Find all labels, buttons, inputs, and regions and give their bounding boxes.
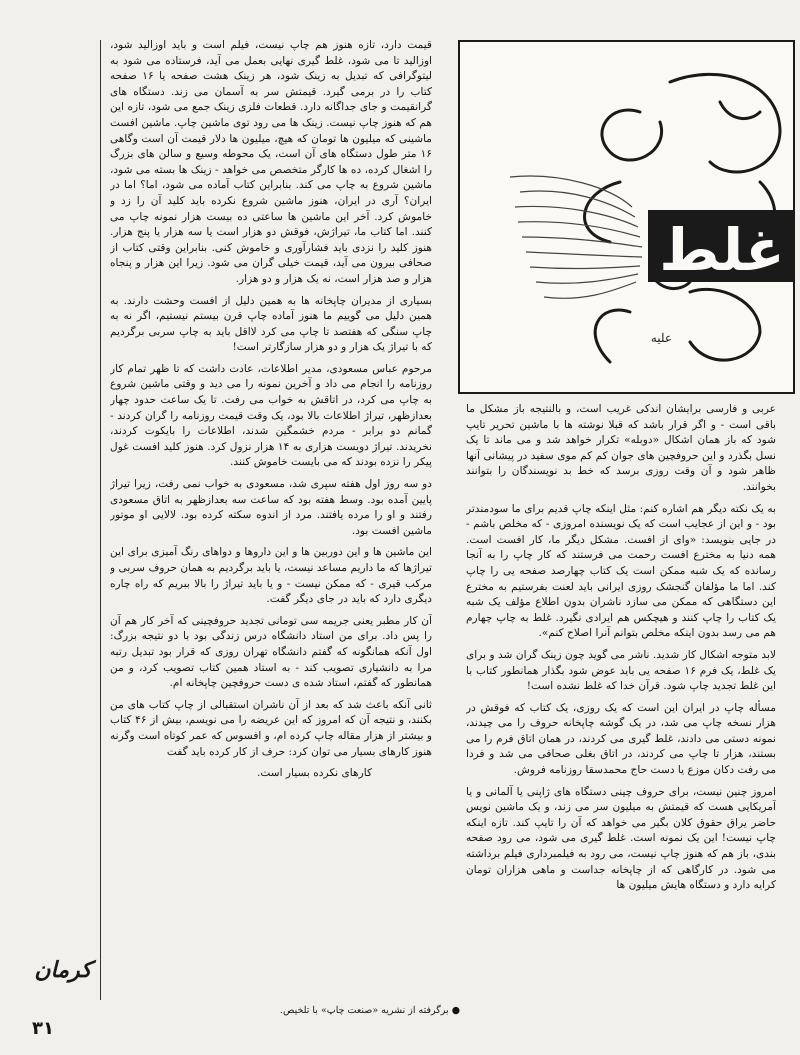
paragraph: این ماشین ها و این دوربین ها و این داروها و دواهای رنگ آمیزی برای این تیراژها که ما داریم مساعد نیست، یا باید برگردیم به همان حروف سربی و مرکب قیری - که ممکن نیست - و یا باید تیراژ را بالا ببریم که راه چاره دیگری دارد که باید در جای دیگر گفت.	[110, 546, 432, 606]
paragraph: مرحوم عباس مسعودی، مدیر اطلاعات، عادت داشت که تا ظهر تمام کار روزنامه را انجام می داد و آخرین نمونه را می دید و وقتی ماشین شروع به چاپ می کرد، در اتاقش به خواب می رفت. تا یک ساعت حدود چهار بعدازظهر، تیراژ اطلاعات بالا بود، یک وقت قیمت روزنامه را گران کردند - گمانم دو برابر - مردم خشمگین شدند، اطلاعات را بایکوت کردند، نخریدند. تیراژ دویست هزاری به ۱۴ هزار نزول کرد. هنوز کلید افست غول پیکر را نزده بودند که می بایست خاموش کنند.	[110, 362, 432, 469]
paragraph: آن کار مطبر یعنی جریمه سی تومانی تجدید حروفچینی که آخر کار هم آن را پس داد. برای من استاد دانشگاه درس زندگی بود با دو نتیجه بزرگ: اول آنکه همانگونه که گفتم دانشگاه تهران روزی که قرار بود تبدیل رتبه مرا به دانشیاری تصویب کند - به استاد همین کتاب تصویب کرد، و من همانطور که گفتم، استاد شده ی دست حروفچین چاپخانه ام.	[110, 614, 432, 690]
paragraph: امروز چنین نیست، برای حروف چینی دستگاه های ژاپنی یا آلمانی و یا آمریکایی هست که قیمتش به میلیون سر می زند، و یک ماشین نویس حاضر یراق حقوق کلان بگیر می خواهد که آن را تایپ کند. تازه اینکه چاپ نیست! این یک نمونه است. غلط گیری می شود، می رود صفحه بندی، باز هم که هنوز چاپ نیست، می رود به فیلمبرداری فیلم برداشته می شود. در کارگاهی که از چاپخانه جداست و ماهی هزاران تومان کرایه دارد و دستگاه هایش میلیون ها	[466, 785, 776, 892]
calligraphy-illustration	[460, 42, 793, 392]
calligraphy-artwork	[458, 40, 795, 394]
paragraph: دو سه روز اول هفته سپری شد، مسعودی به خواب نمی رفت، زیرا تیراژ پایین آمده بود. وسط هفته بود که ساعت سه بعدازظهر به اتاق مسعودی رفتند و او را مرده یافتند. مرد از اندوه سکته کرده بود. لالایی او موتور ماشین افست بود.	[110, 478, 432, 537]
paragraph: ثانی آنکه باعث شد که بعد از آن ناشران استقبالی از چاپ کتاب های من بکنند، و نتیجه آن که امروز که این عریضه را می نویسم، بیش از ۴۶ کتاب و بیشتر از هزار مقاله چاپ کرده ام، و افسوس که عمر کوتاه است وگرنه هنوز کارهای بسیار می توان کرد: حرف از کار کرده باید گفت	[110, 698, 432, 758]
paragraph: به یک نکته دیگر هم اشاره کنم: مثل اینکه چاپ قدیم برای ما سودمندتر بود - و این از عجایب است که یک نویسنده امروزی - که مخلص باشم - در جایی بنویسد: «وای از افست. مشکل دیگر ما، کار افست است. همه دنیا به مخترع افست رحمت می فرستند که کار چاپ را به آنجا رسانده که یک شبه ممکن است یک کتاب چهارصد صفحه یی را چاپ کند. اما ما مؤلفان گنجشک روزی ایرانی باید لعنت بفرستیم به مخترع این دستگاهی که ممکن می سازد ناشران بدون اطلاع مؤلف یک شبه یک کتاب را چاپ کنند و هیچکس هم ایرادی نگیرد. غلط به چاپ چهارم هم می رسد بدون اینکه مخلص بتوانم آنرا اصلاح کنم».	[466, 502, 776, 640]
article-column-right	[466, 402, 776, 1002]
artist-signature: علیه	[650, 331, 672, 345]
page-number: ۳۱	[32, 1018, 54, 1039]
verse-line: کارهای نکرده بسیار است.	[256, 767, 372, 780]
paragraph: قیمت دارد، تازه هنوز هم چاپ نیست، فیلم است و باید اوزالید شود، اوزالید تا می شود، غلط گیری نهایی بعمل می آید، فرستاده می شود به لیتوگرافی که تبدیل به زینک شود، هر زینک هشت صفحه یا ۱۶ صفحه کتاب را در برمی گیرد. قیمتش سر به آسمان می زند. دستگاه های گرانقیمت و جای جداگانه دارد. قطعات فلزی زینک جمع می شود، تازه این هم که هنوز چاپ نیست. زینک ها می رود توی ماشین چاپ. ماشین افست ماشینی که میلیون ها تومان که هیچ، میلیون ها دلار قیمت آن است وگاهی ۱۶ متر طول دستگاه های آن است، یک محوطه وسیع و سالن های بزرگ را اشغال کرده، ده ها کارگر متخصص می خواهد - زینک ها بسته می شود، ماشین شروع به چاپ می کند. بنابراین کتاب آماده می شود، اما؟ اما در ایران؟ آری در ایران، هنوز ماشین شروع نکرده باید کلید آن را زد و خاموش کرد. آخر این ماشین ها ساعتی ده بیست هزار نمونه چاپ می کنند. اما کتاب ما، تیراژش، فوقش دو هزار است یا سه هزار یا پنج هزار. هنوز کلید را نزدی باید فشارآوری و خاموش کنی. بنابراین وقتی کتاب از صحافی بیرون می آید، قیمت خیلی گران می شود. زیرا این هزار و پنجاه هزار و صد هزار است، نه یک هزار و دو هزار.	[110, 39, 432, 285]
article-column-middle	[110, 38, 432, 998]
logo-text: کرمان	[34, 957, 92, 983]
column-divider	[100, 40, 101, 1000]
paragraph: مسأله چاپ در ایران این است که یک روزی، یک کتاب که فوقش در هزار نسخه چاپ می شد، در یک گوشه چاپخانه حروف را می چیدند، نمونه دستی می دادند، غلط گیری می کردند، در همان اتاق فرم را می بستند، هزار تا چاپ می کردند، در اتاق بغلی صحافی می شد و فردا می رفت دکان موزع یا دست حاج محمدسقا روزنامه فروش.	[466, 701, 776, 777]
footnote: ● برگرفته از نشریه «صنعت چاپ» با تلخیص.	[279, 1005, 460, 1016]
kerman-logo	[28, 935, 98, 1005]
paragraph: بسیاری از مدیران چاپخانه ها به همین دلیل از افست وحشت دارند. به همین دلیل می گوییم ما هنوز آماده چاپ قرن بیستم نیستیم، اگر نه به چاپ سنگی که هفتصد تا چاپ می کرد لااقل باید به چاپ سربی برگردیم که با تیراژ یک هزار و دو هزار سازگارتر است!	[110, 294, 432, 354]
paragraph: عربی و فارسی برایشان اندکی غریب است، و بالنتیجه باز مشکل ما باقی است - و اگر قرار باشد که قبلا نوشته ها با ماشین تحریر تایپ شود که باز همان اشکال «دوبله» تکرار خواهد شد و می ماند تا یک نسل بگذرد و این حروفچین های جوان کم کم موی سفید در پیشانی آنها ظاهر شود و آن وقت روزی برسد که خط بد نویسندگان را بتوانند بخوانند.	[466, 403, 776, 493]
calligraphy-title: غلط	[659, 216, 785, 284]
paragraph: لابد متوجه اشکال کار شدید. ناشر می گوید چون زینک گران شد و برای یک غلط، یک فرم ۱۶ صفحه یی باید عوض شود بگذار همانطور کتاب با این غلط تجدید چاپ شود. قرآن خدا که غلط نشده است!	[466, 648, 776, 693]
